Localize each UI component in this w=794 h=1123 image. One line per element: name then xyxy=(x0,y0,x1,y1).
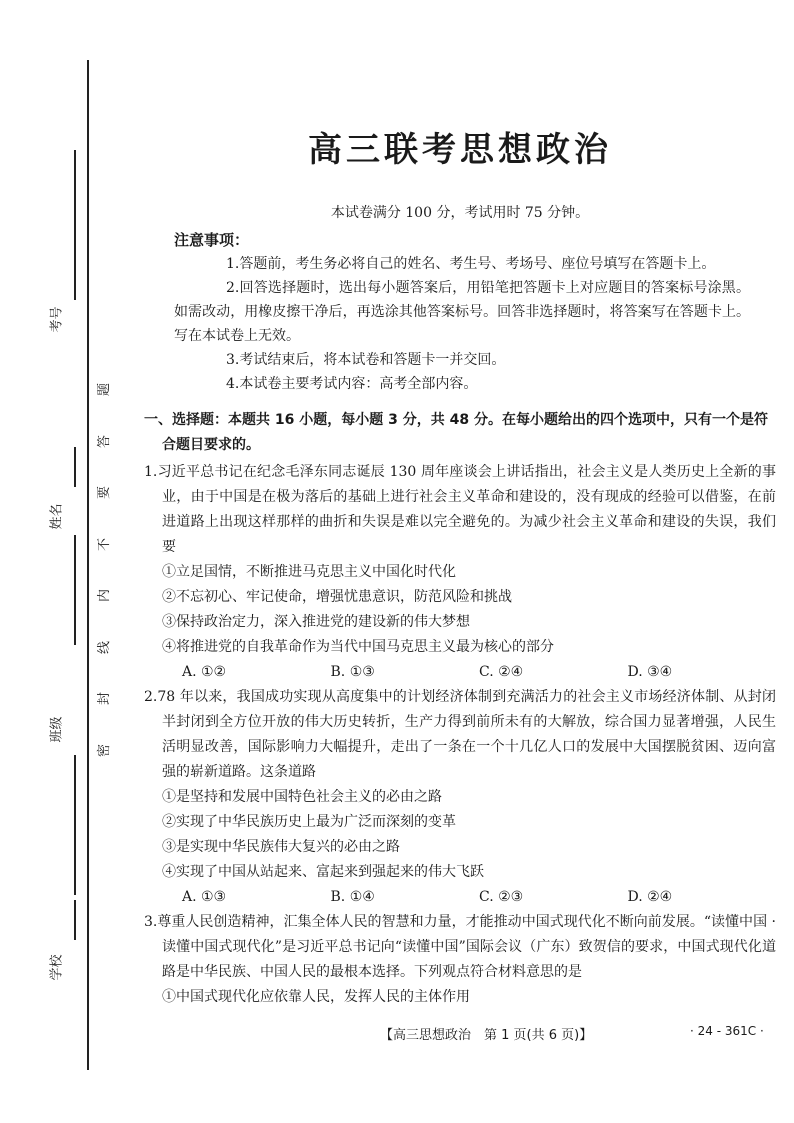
seal-char: 内 xyxy=(97,589,113,603)
class-label: 班级 xyxy=(49,716,65,743)
statement-option: ④实现了中国从站起来、富起来到强起来的伟大飞跃 xyxy=(162,864,484,880)
question-2 xyxy=(144,685,776,910)
statement-option: ①中国式现代化应依靠人民，发挥人民的主体作用 xyxy=(162,989,470,1005)
statement-option: ①立足国情，不断推进马克思主义中国化时代化 xyxy=(162,564,456,580)
seal-char: 题 xyxy=(97,382,113,397)
note-item: 1.答题前，考生务必将自己的姓名、考生号、考场号、座位号填写在答题卡上。 xyxy=(226,256,716,272)
binding-line xyxy=(87,60,89,1070)
choice-d: D. ③④ xyxy=(627,664,673,680)
question-stem: 1.习近平总书记在纪念毛泽东同志诞辰 130 周年座谈会上讲话指出，社会主义是人类历史上全新的事业，由于中国是在极为落后的基础上进行社会主义革命和建设的，没有现成的经验可以借鉴，在前进道路上出现这样那样的曲折和失误是难以完全避免的。为减少社会主义革命和建设的失误，我们要 xyxy=(144,464,776,555)
question-1 xyxy=(144,460,776,685)
choice-b: B. ①④ xyxy=(330,889,375,905)
notes-block xyxy=(150,228,750,396)
statement-option: ②不忘初心、牢记使命，增强忧患意识，防范风险和挑战 xyxy=(162,589,512,605)
statement-option: ①是坚持和发展中国特色社会主义的必由之路 xyxy=(162,789,442,805)
note-item: 4.本试卷主要考试内容：高考全部内容。 xyxy=(226,376,478,392)
exam-code: · 24 - 361C · xyxy=(690,1024,764,1038)
page-footer: 【高三思想政治 第 1 页(共 6 页)】 xyxy=(380,1028,593,1043)
question-stem: 3.尊重人民创造精神，汇集全体人民的智慧和力量，才能推动中国式现代化不断向前发展。“读懂中国 · 读懂中国式现代化”是习近平总书记向“读懂中国”国际会议（广东）致贺信的要求，中国式现代化道路是中华民族、中国人民的最根本选择。下列观点符合材料意思的是 xyxy=(144,914,776,980)
seal-warning-text xyxy=(92,380,114,760)
note-item: 3.考试结束后，将本试卷和答题卡一并交回。 xyxy=(226,352,506,368)
exam-number-field xyxy=(30,150,80,350)
seal-char: 密 xyxy=(97,743,113,757)
page-title: 高三联考思想政治 xyxy=(308,130,612,170)
answer-choices xyxy=(144,660,776,685)
seal-char: 答 xyxy=(97,434,113,448)
question-3 xyxy=(144,910,776,1010)
school-label: 学校 xyxy=(49,954,65,981)
questions-block xyxy=(144,408,776,1010)
choice-a: A. ①② xyxy=(182,664,227,680)
answer-choices xyxy=(144,885,776,910)
exam-info: 本试卷满分 100 分，考试用时 75 分钟。 xyxy=(330,205,590,221)
choice-c: C. ②④ xyxy=(479,664,524,680)
name-label: 姓名 xyxy=(49,503,65,530)
seal-char: 封 xyxy=(97,692,113,706)
statement-option: ③是实现中华民族伟大复兴的必由之路 xyxy=(162,839,400,855)
class-field xyxy=(30,700,80,800)
statement-option: ③保持政治定力，深入推进党的建设新的伟大梦想 xyxy=(162,614,470,630)
exam-number-line xyxy=(74,150,76,300)
choice-c: C. ②③ xyxy=(479,889,524,905)
school-field xyxy=(30,940,80,1020)
note-item: 2.回答选择题时，选出每小题答案后，用铅笔把答题卡上对应题目的答案标号涂黑。如需改动，用橡皮擦干净后，再选涂其他答案标号。回答非选择题时，将答案写在答题卡上。写在本试卷上无效。 xyxy=(174,280,750,344)
question-stem: 2.78 年以来，我国成功实现从高度集中的计划经济体制到充满活力的社会主义市场经济体制、从封闭半封闭到全方位开放的伟大历史转折，生产力得到前所未有的大解放，综合国力显著增强，人民生活明显改善，国际影响力大幅提升，走出了一条在一个十几亿人口的发展中大国摆脱贫困、迈向富强的崭新道路。这条道路 xyxy=(144,689,776,780)
choice-d: D. ②④ xyxy=(627,889,673,905)
statement-option: ④将推进党的自我革命作为当代中国马克思主义最为核心的部分 xyxy=(162,639,554,655)
class-line xyxy=(74,755,76,895)
name-line-top xyxy=(74,447,76,487)
statement-option: ②实现了中华民族历史上最为广泛而深刻的变革 xyxy=(162,814,456,830)
seal-char: 要 xyxy=(97,486,113,500)
section-heading: 一、选择题：本题共 16 小题，每小题 3 分，共 48 分。在每小题给出的四个选项中，只有一个是符合题目要求的。 xyxy=(144,412,768,453)
exam-number-label: 考号 xyxy=(49,306,65,333)
choice-b: B. ①③ xyxy=(330,664,375,680)
school-line xyxy=(74,900,76,940)
seal-char: 不 xyxy=(97,537,113,551)
choice-a: A. ①③ xyxy=(182,889,227,905)
name-field xyxy=(30,455,80,575)
notes-heading: 注意事项： xyxy=(174,231,250,249)
seal-char: 线 xyxy=(97,640,113,654)
name-line-bottom xyxy=(74,535,76,645)
